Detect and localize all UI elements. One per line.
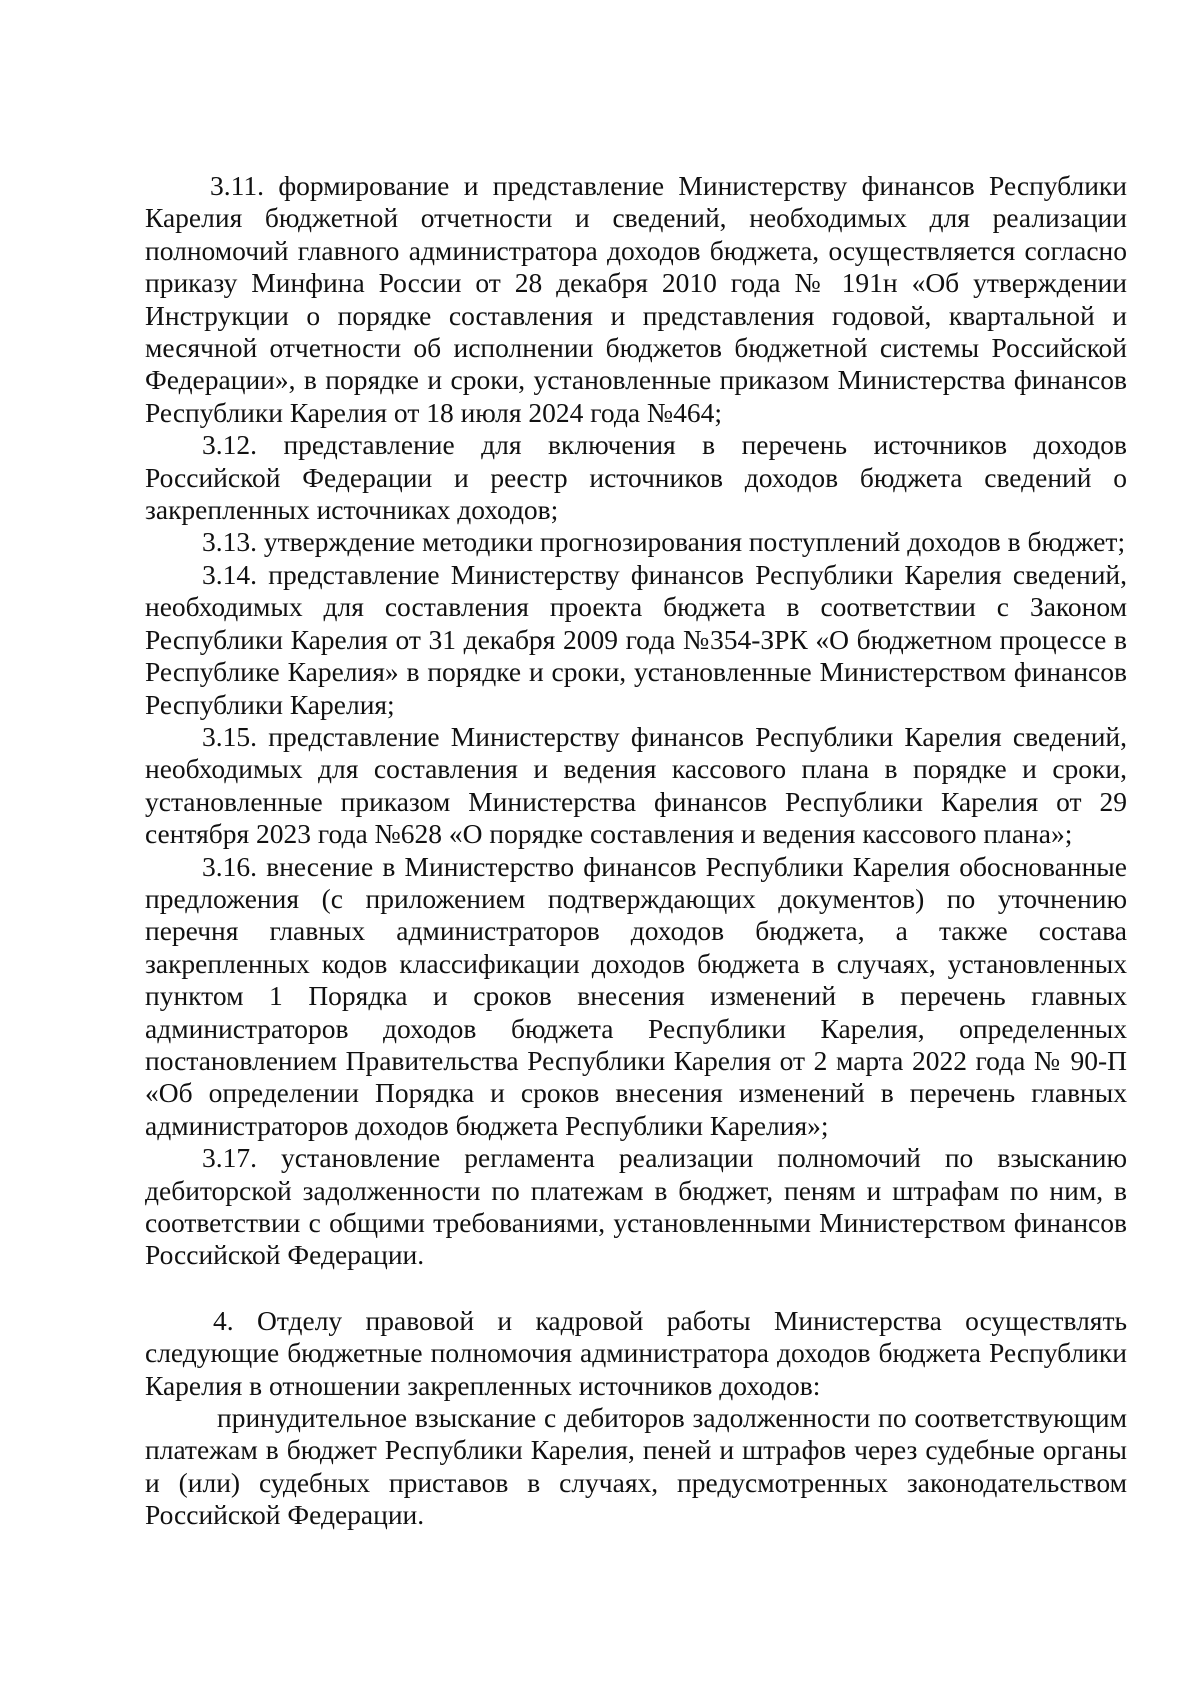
paragraph-3-15 (145, 721, 1127, 851)
paragraph-4 (145, 1305, 1127, 1402)
paragraph-3-11 (145, 170, 1127, 429)
paragraph-3-13 (145, 526, 1127, 558)
paragraph-text: формирование и представление Министерству финансов Республики Карелия бюджетной отчетности и сведений, необходимых для реализации полномочий главного администратора доходов бюджета, осуществляется согласно приказу Минфина России от 28 декабря 2010 года № 191н «Об утверждении Инструкции о порядке составления и представления годовой, квартальной и месячной отчетности об исполнении бюджетов бюджетной системы Российской Федерации», в порядке и сроки, установленные приказом Министерства финансов Республики Карелия от 18 июля 2024 года №464; (145, 170, 1128, 428)
paragraph-number: 3.13. (202, 526, 257, 558)
paragraph-3-17 (145, 1142, 1127, 1272)
paragraph-number: 3.11. (210, 170, 264, 201)
document-body (145, 170, 1127, 1532)
paragraph-3-12 (145, 429, 1127, 526)
paragraph-number: 3.14. (202, 558, 257, 590)
paragraph-number: 3.15. (202, 720, 257, 752)
paragraph-text: представление Министерству финансов Республики Карелия сведений, необходимых для составления и ведения кассового плана в порядке и сроки, установленные приказом Министерства финансов Республики Карелия от 29 сентября 2023 года №628 «О порядке составления и ведения кассового плана»; (145, 720, 1127, 850)
paragraph-text: принудительное взыскание с дебиторов задолженности по соответствующим платежам в бюджет Республики Карелия, пеней и штрафов через судебные органы и (или) судебных приставов в случаях, предусмотренных законодательством Российской Федерации. (145, 1402, 1127, 1531)
paragraph-number: 3.12. (202, 429, 257, 461)
paragraph-text: Отделу правовой и кадровой работы Министерства осуществлять следующие бюджетные полномочия администратора доходов бюджета Республики Карелия в отношении закрепленных источников доходов: (145, 1304, 1128, 1401)
paragraph-text: утверждение методики прогнозирования поступлений доходов в бюджет; (263, 526, 1126, 558)
paragraph-number: 4. (213, 1304, 234, 1336)
paragraph-text: представление Министерству финансов Республики Карелия сведений, необходимых для составления проекта бюджета в соответствии с Законом Республики Карелия от 31 декабря 2009 года №354-ЗРК «О бюджетном процессе в Республике Карелия» в порядке и сроки, установленные Министерством финансов Республики Карелия; (145, 558, 1127, 720)
paragraph-text: установление регламента реализации полномочий по взысканию дебиторской задолженности по платежам в бюджет, пеням и штрафам по ним, в соответствии с общими требованиями, установленными Министерством финансов Российской Федерации. (145, 1142, 1127, 1271)
paragraph-3-14 (145, 559, 1127, 721)
paragraph-number: 3.17. (202, 1142, 257, 1174)
paragraph-text: внесение в Министерство финансов Республики Карелия обоснованные предложения (с приложением подтверждающих документов) по уточнению перечня главных администраторов доходов бюджета, а также состава закрепленных кодов классификации доходов бюджета в случаях, установленных пунктом 1 Порядка и сроков внесения изменений в перечень главных администраторов доходов бюджета Республики Карелия, определенных постановлением Правительства Республики Карелия от 2 марта 2022 года № 90-П «Об определении Порядка и сроков внесения изменений в перечень главных администраторов доходов бюджета Республики Карелия»; (145, 850, 1127, 1141)
paragraph-text: представление для включения в перечень источников доходов Российской Федерации и реестр источников доходов бюджета сведений о закрепленных источниках доходов; (145, 429, 1128, 526)
paragraph-3-16 (145, 851, 1127, 1143)
paragraph-4-subitem (145, 1402, 1127, 1532)
paragraph-number: 3.16. (202, 850, 257, 882)
